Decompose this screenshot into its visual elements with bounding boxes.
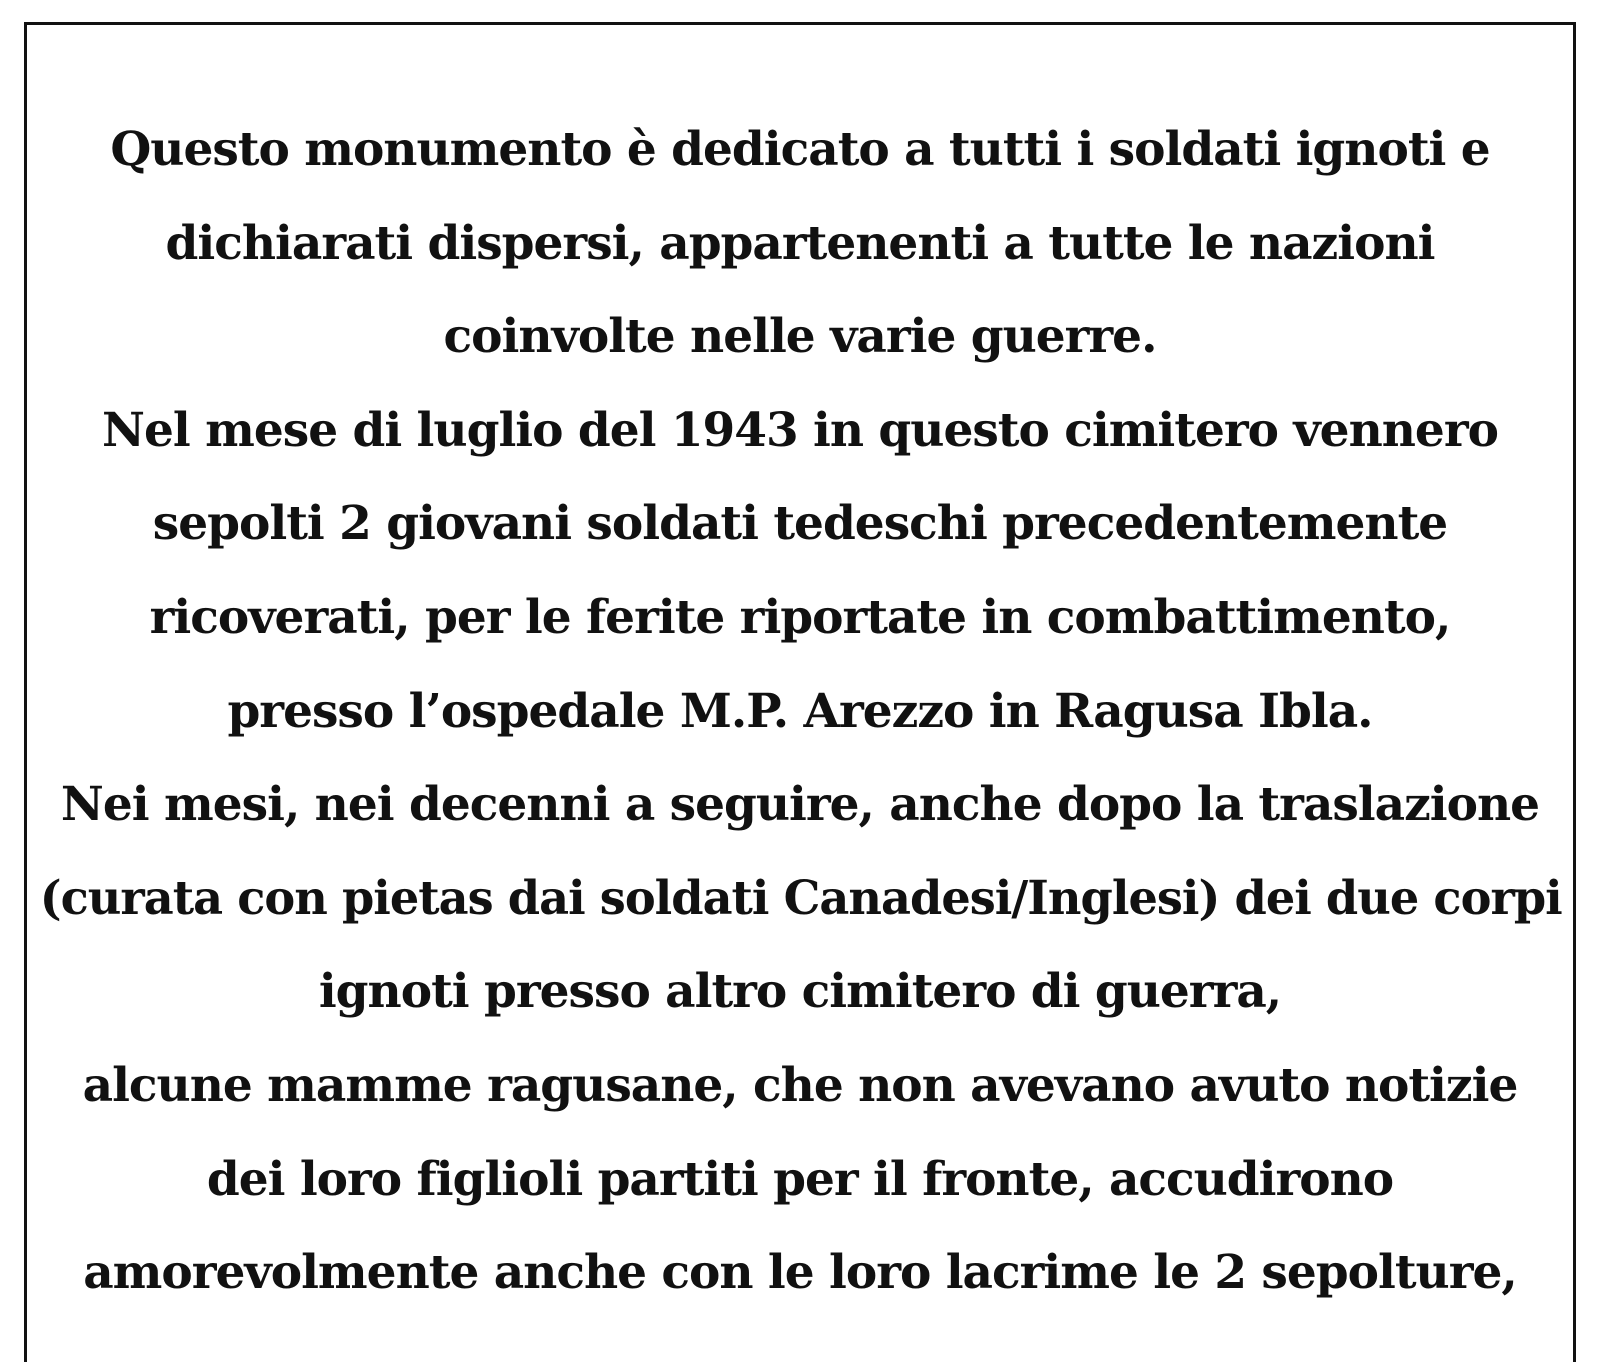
inscription-line: ignoti presso altro cimitero di guerra, — [318, 964, 1282, 1020]
memorial-plaque — [24, 22, 1576, 1362]
inscription-line: sepolti 2 giovani soldati tedeschi precedentemente — [152, 496, 1448, 552]
inscription-line: dei loro figlioli partiti per il fronte, accudirono — [206, 1151, 1394, 1207]
inscription-line: coinvolte nelle varie guerre. — [443, 309, 1157, 365]
inscription-line: Nel mese di luglio del 1943 in questo cimitero vennero — [102, 402, 1498, 458]
inscription-line: dichiarati dispersi, appartenenti a tutte le nazioni — [165, 215, 1435, 271]
inscription-text — [27, 103, 1573, 1320]
inscription-line: presso l’ospedale M.P. Arezzo in Ragusa Ibla. — [227, 683, 1373, 739]
inscription-line: alcune mamme ragusane, che non avevano avuto notizie — [82, 1057, 1518, 1113]
inscription-line: amorevolmente anche con le loro lacrime le 2 sepolture, — [83, 1245, 1517, 1301]
inscription-line: ricoverati, per le ferite riportate in combattimento, — [149, 589, 1451, 645]
inscription-line: (curata con pietas dai soldati Canadesi/Inglesi) dei due corpi — [39, 870, 1562, 926]
inscription-line: Questo monumento è dedicato a tutti i soldati ignoti e — [110, 122, 1490, 177]
inscription-line: Nei mesi, nei decenni a seguire, anche dopo la traslazione — [60, 777, 1540, 833]
